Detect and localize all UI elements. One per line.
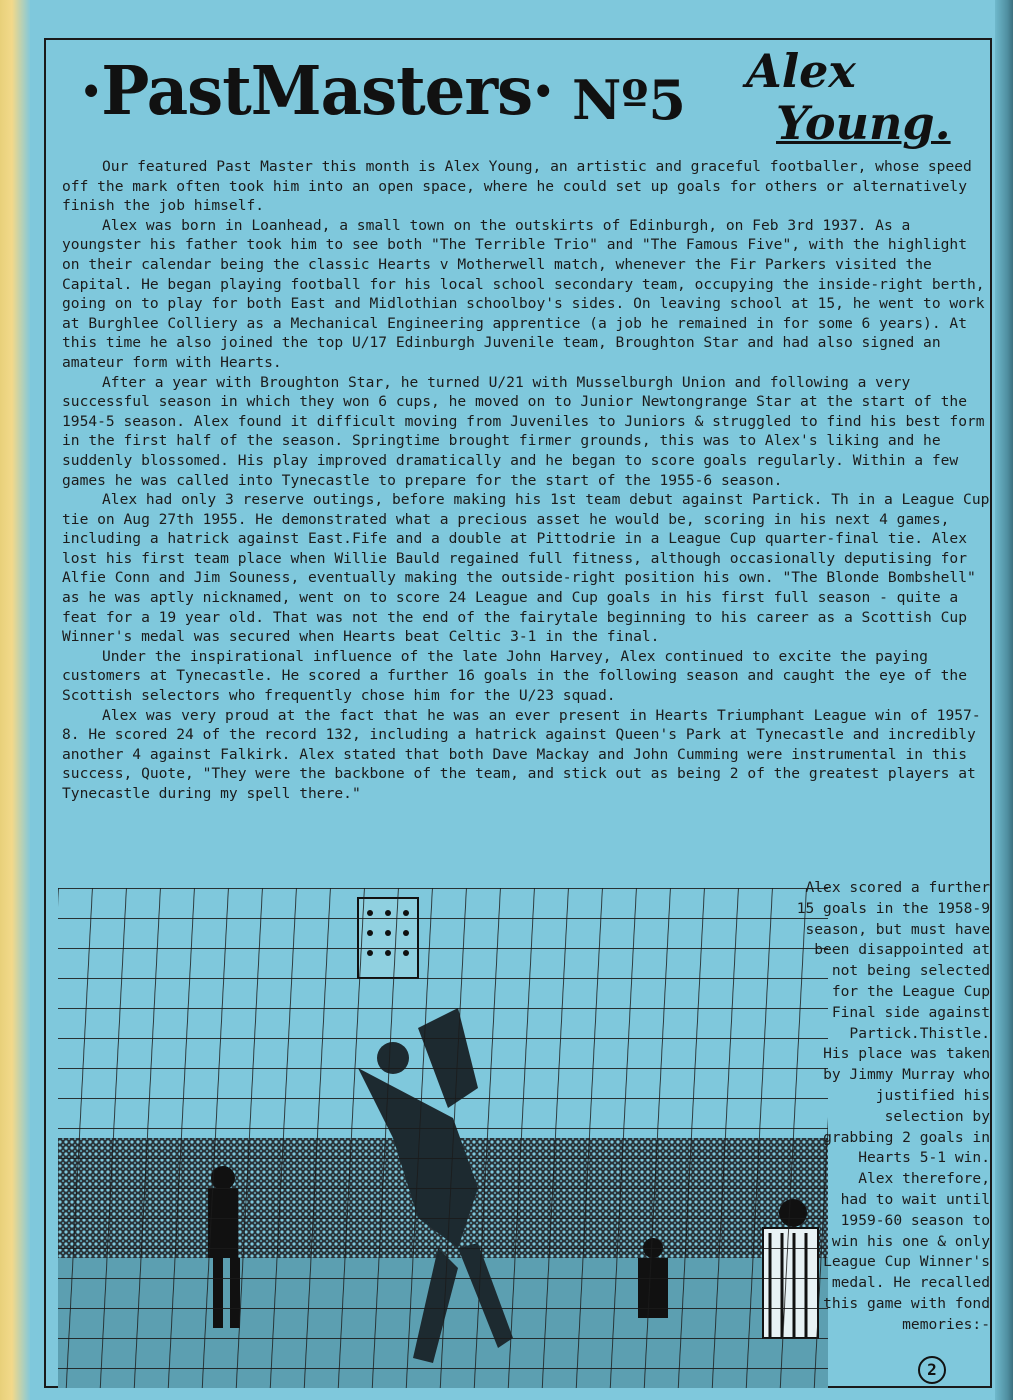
- side-line: Alex scored a further: [805, 879, 990, 896]
- player-first-name: Alex: [746, 44, 856, 98]
- paragraph-league-win: Alex was very proud at the fact that he was an ever present in Hearts Triumphant League win of 1957-8. He scored 24 of the record 132, including a hatrick against Queen's Park at Tynecastle and incredibly another 4 against Falkirk. Alex stated that both Dave Mackay and John Cumming were instrumental in this success, Quote, "They were the backbone of the team, and stick out as being 2 of the greatest players at Tynecastle during my spell there.": [62, 706, 981, 802]
- masthead: [46, 40, 994, 162]
- masthead-title: ·PastMasters·: [80, 52, 554, 131]
- side-line: season, but must have: [805, 920, 990, 938]
- page-edge-left: [0, 0, 30, 1400]
- side-column-text: [740, 878, 990, 1336]
- side-line: selection by: [884, 1107, 990, 1125]
- side-line: Partick.Thistle.: [849, 1024, 990, 1042]
- page-number: 2: [918, 1356, 946, 1384]
- side-line: Alex therefore,: [858, 1170, 990, 1188]
- side-line: League Cup Winner's: [823, 1253, 990, 1271]
- side-line: justified his: [875, 1086, 990, 1104]
- player-last-name: Young.: [776, 96, 951, 150]
- side-line: Final side against: [831, 1003, 990, 1021]
- side-line: 15 goals in the 1958-9: [796, 899, 990, 917]
- issue-number: Nº5: [572, 68, 686, 132]
- side-line: this game with fond: [823, 1294, 990, 1312]
- side-line: medal. He recalled: [831, 1274, 990, 1292]
- side-line: been disappointed at: [814, 941, 990, 959]
- side-line: by Jimmy Murray who: [823, 1066, 990, 1084]
- match-photo: [58, 888, 828, 1388]
- paragraph-debut: Alex had only 3 reserve outings, before making his 1st team debut against Partick. Th in a League Cup tie on Aug 27th 1955. He demonstrated what a precious asset he would be, scoring in his next 4 games, including a hatrick against East.Fife and a double at Pittodrie in a League Cup quarter-final tie. Alex lost his first team place when Willie Bauld regained full fitness, although occasionally deputising for Alfie Conn and Jim Souness, eventually making the outside-right position his own. "The Blonde Bombshell" as he was aptly nicknamed, went on to score 24 League and Cup goals in his first full season - quite a feat for a 19 year old. That was not the end of the fairytale beginning to his career as a Scottish Cup Winner's medal was secured when Hearts beat Celtic 3-1 in the final.: [62, 491, 990, 646]
- side-line: Hearts 5-1 win.: [858, 1149, 990, 1167]
- article-body: [62, 157, 990, 804]
- paragraph-broughton-star: After a year with Broughton Star, he turned U/21 with Musselburgh Union and following a very successful season in which they won 6 cups, he moved on to Junior Newtongrange Star at the start of the 1954-5 season. Alex found it difficult moving from Juveniles to Juniors & struggled to find his best form in the first half of the season. Springtime brought firmer grounds, this was to Alex's liking and he suddenly blossomed. His play improved dramatically and he began to score goals regularly. Within a few games he was called into Tynecastle to prepare for the start of the 1955-6 season.: [62, 373, 985, 489]
- side-line: His place was taken: [823, 1045, 990, 1063]
- side-line: for the League Cup: [831, 982, 990, 1000]
- paragraph-john-harvey: Under the inspirational influence of the late John Harvey, Alex continued to excite the paying customers at Tynecastle. He scored a further 16 goals in the following season and caught the eye of the Scottish selectors who frequently chose him for the U/23 squad.: [62, 647, 967, 705]
- paragraph-early-life: Alex was born in Loanhead, a small town on the outskirts of Edinburgh, on Feb 3rd 1937. As a youngster his father took him to see both "The Terrible Trio" and "The Famous Five", with the highlight on their calendar being the classic Hearts v Motherwell match, whenever the Fir Parkers visited the Capital. He began playing football for his local school secondary team, occupying the inside-right berth, going on to play for both East and Midlothian schoolboy's sides. On leaving school at 15, he went to work at Burghlee Colliery as a Mechanical Engineering apprentice (a job he remained in for some 6 years). At this time he also joined the top U/17 Edinburgh Juvenile team, Broughton Star and had also signed an amateur form with Hearts.: [62, 216, 985, 371]
- side-line: 1959-60 season to: [840, 1211, 990, 1229]
- side-line: grabbing 2 goals in: [823, 1128, 990, 1146]
- side-line: win his one & only: [831, 1232, 990, 1250]
- paragraph-intro: Our featured Past Master this month is Alex Young, an artistic and graceful footballer, whose speed off the mark often took him into an open space, where he could set up goals for others or alternatively finish the job himself.: [62, 158, 972, 215]
- page-edge-right: [995, 0, 1013, 1400]
- side-line: memories:-: [902, 1315, 990, 1333]
- side-line: had to wait until: [840, 1190, 990, 1208]
- article-frame: [44, 38, 992, 1388]
- side-line: not being selected: [831, 962, 990, 980]
